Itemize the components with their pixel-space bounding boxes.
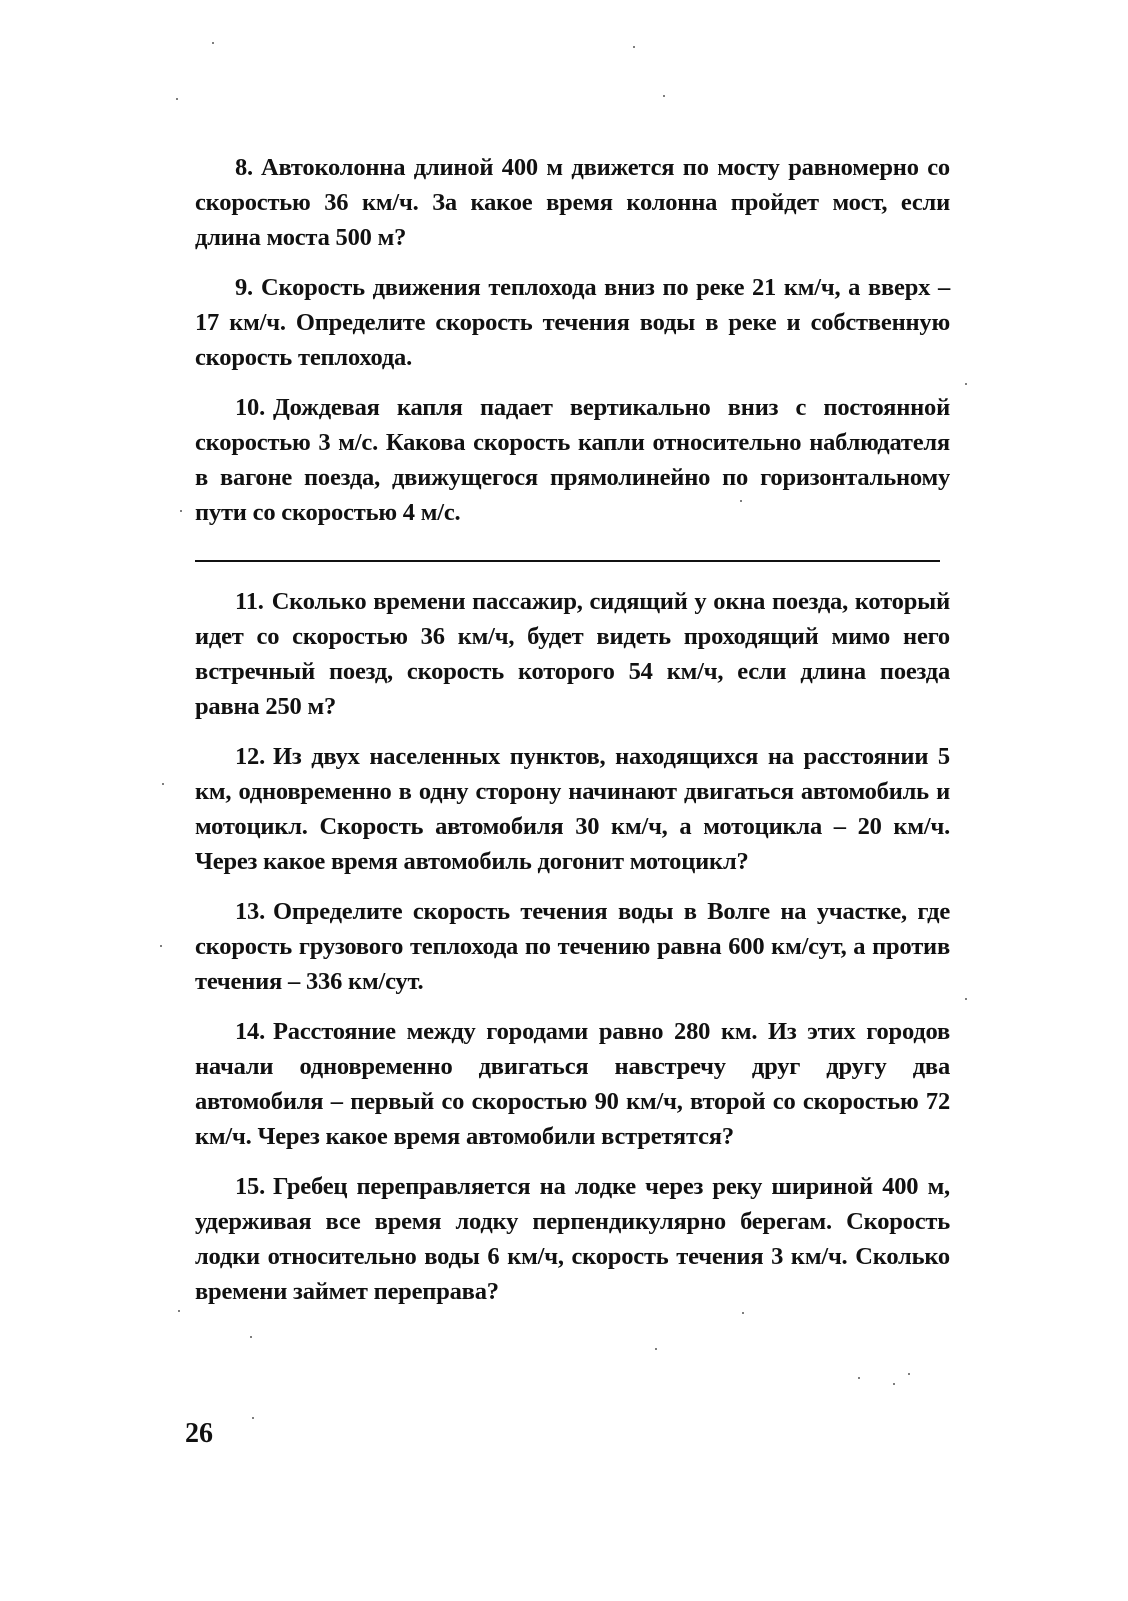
section-divider: [195, 560, 940, 562]
problem-text: Расстояние между городами равно 280 км. Из этих городов начали одновременно двигаться навстречу друг другу два автомобиля – первый со скоростью 90 км/ч, второй со скоростью 72 км/ч. Через какое время автомобили встретятся?: [195, 1018, 950, 1150]
problem-text: Из двух населенных пунктов, находящихся на расстоянии 5 км, одновременно в одну сторону начинают двигаться автомобиль и мотоцикл. Скорость автомобиля 30 км/ч, а мотоцикла – 20 км/ч. Через какое время автомобиль догонит мотоцикл?: [195, 743, 950, 875]
problem-number: 14.: [235, 1018, 266, 1045]
problem-text: Автоколонна длиной 400 м движется по мосту равномерно со скоростью 36 км/ч. За какое время колонна пройдет мост, если длина моста 500 м?: [195, 154, 950, 251]
problem-text: Гребец переправляется на лодке через реку шириной 400 м, удерживая все время лодку перпендикулярно берегам. Скорость лодки относительно воды 6 км/ч, скорость течения 3 км/ч. Сколько времени займет переправа?: [195, 1173, 950, 1305]
problem-number: 11.: [235, 588, 264, 615]
scan-speck: [740, 500, 742, 502]
problem-15: [195, 1169, 950, 1309]
problem-9: [195, 270, 950, 375]
scan-speck: [250, 1336, 252, 1338]
scan-speck: [160, 945, 162, 947]
problem-number: 9.: [235, 274, 253, 301]
problem-text: Определите скорость течения воды в Волге на участке, где скорость грузового теплохода по течению равна 600 км/сут, а против течения – 336 км/сут.: [195, 898, 950, 995]
scan-speck: [893, 1383, 895, 1385]
problem-8: [195, 150, 950, 255]
scan-speck: [965, 998, 967, 1000]
problem-10: [195, 390, 950, 530]
problem-14: [195, 1014, 950, 1154]
problem-number: 10.: [235, 394, 266, 421]
problem-number: 12.: [235, 743, 266, 770]
problem-11: [195, 584, 950, 724]
problem-12: [195, 739, 950, 879]
scan-speck: [252, 1417, 254, 1419]
problem-text: Скорость движения теплохода вниз по реке 21 км/ч, а вверх – 17 км/ч. Определите скорость течения воды в реке и собственную скорость теплохода.: [195, 274, 950, 371]
problem-number: 8.: [235, 154, 253, 181]
scan-speck: [176, 98, 178, 100]
page-number: 26: [185, 1418, 213, 1449]
scan-speck: [162, 783, 164, 785]
problem-number: 15.: [235, 1173, 266, 1200]
page-content: [195, 150, 950, 1324]
scan-speck: [965, 383, 967, 385]
scan-speck: [180, 510, 182, 512]
problem-text: Дождевая капля падает вертикально вниз с постоянной скоростью 3 м/с. Какова скорость капли относительно наблюдателя в вагоне поезда, движущегося прямолинейно по горизонтальному пути со скоростью 4 м/с.: [195, 394, 950, 526]
scan-speck: [742, 1312, 744, 1314]
scan-speck: [858, 1377, 860, 1379]
scan-speck: [655, 1348, 657, 1350]
scan-speck: [633, 46, 635, 48]
scan-speck: [663, 95, 665, 97]
scan-speck: [212, 42, 214, 44]
problem-13: [195, 894, 950, 999]
scan-speck: [178, 1310, 180, 1312]
problem-text: Сколько времени пассажир, сидящий у окна поезда, который идет со скоростью 36 км/ч, будет видеть проходящий мимо него встречный поезд, скорость которого 54 км/ч, если длина поезда равна 250 м?: [195, 588, 950, 720]
scan-speck: [908, 1373, 910, 1375]
problem-number: 13.: [235, 898, 266, 925]
